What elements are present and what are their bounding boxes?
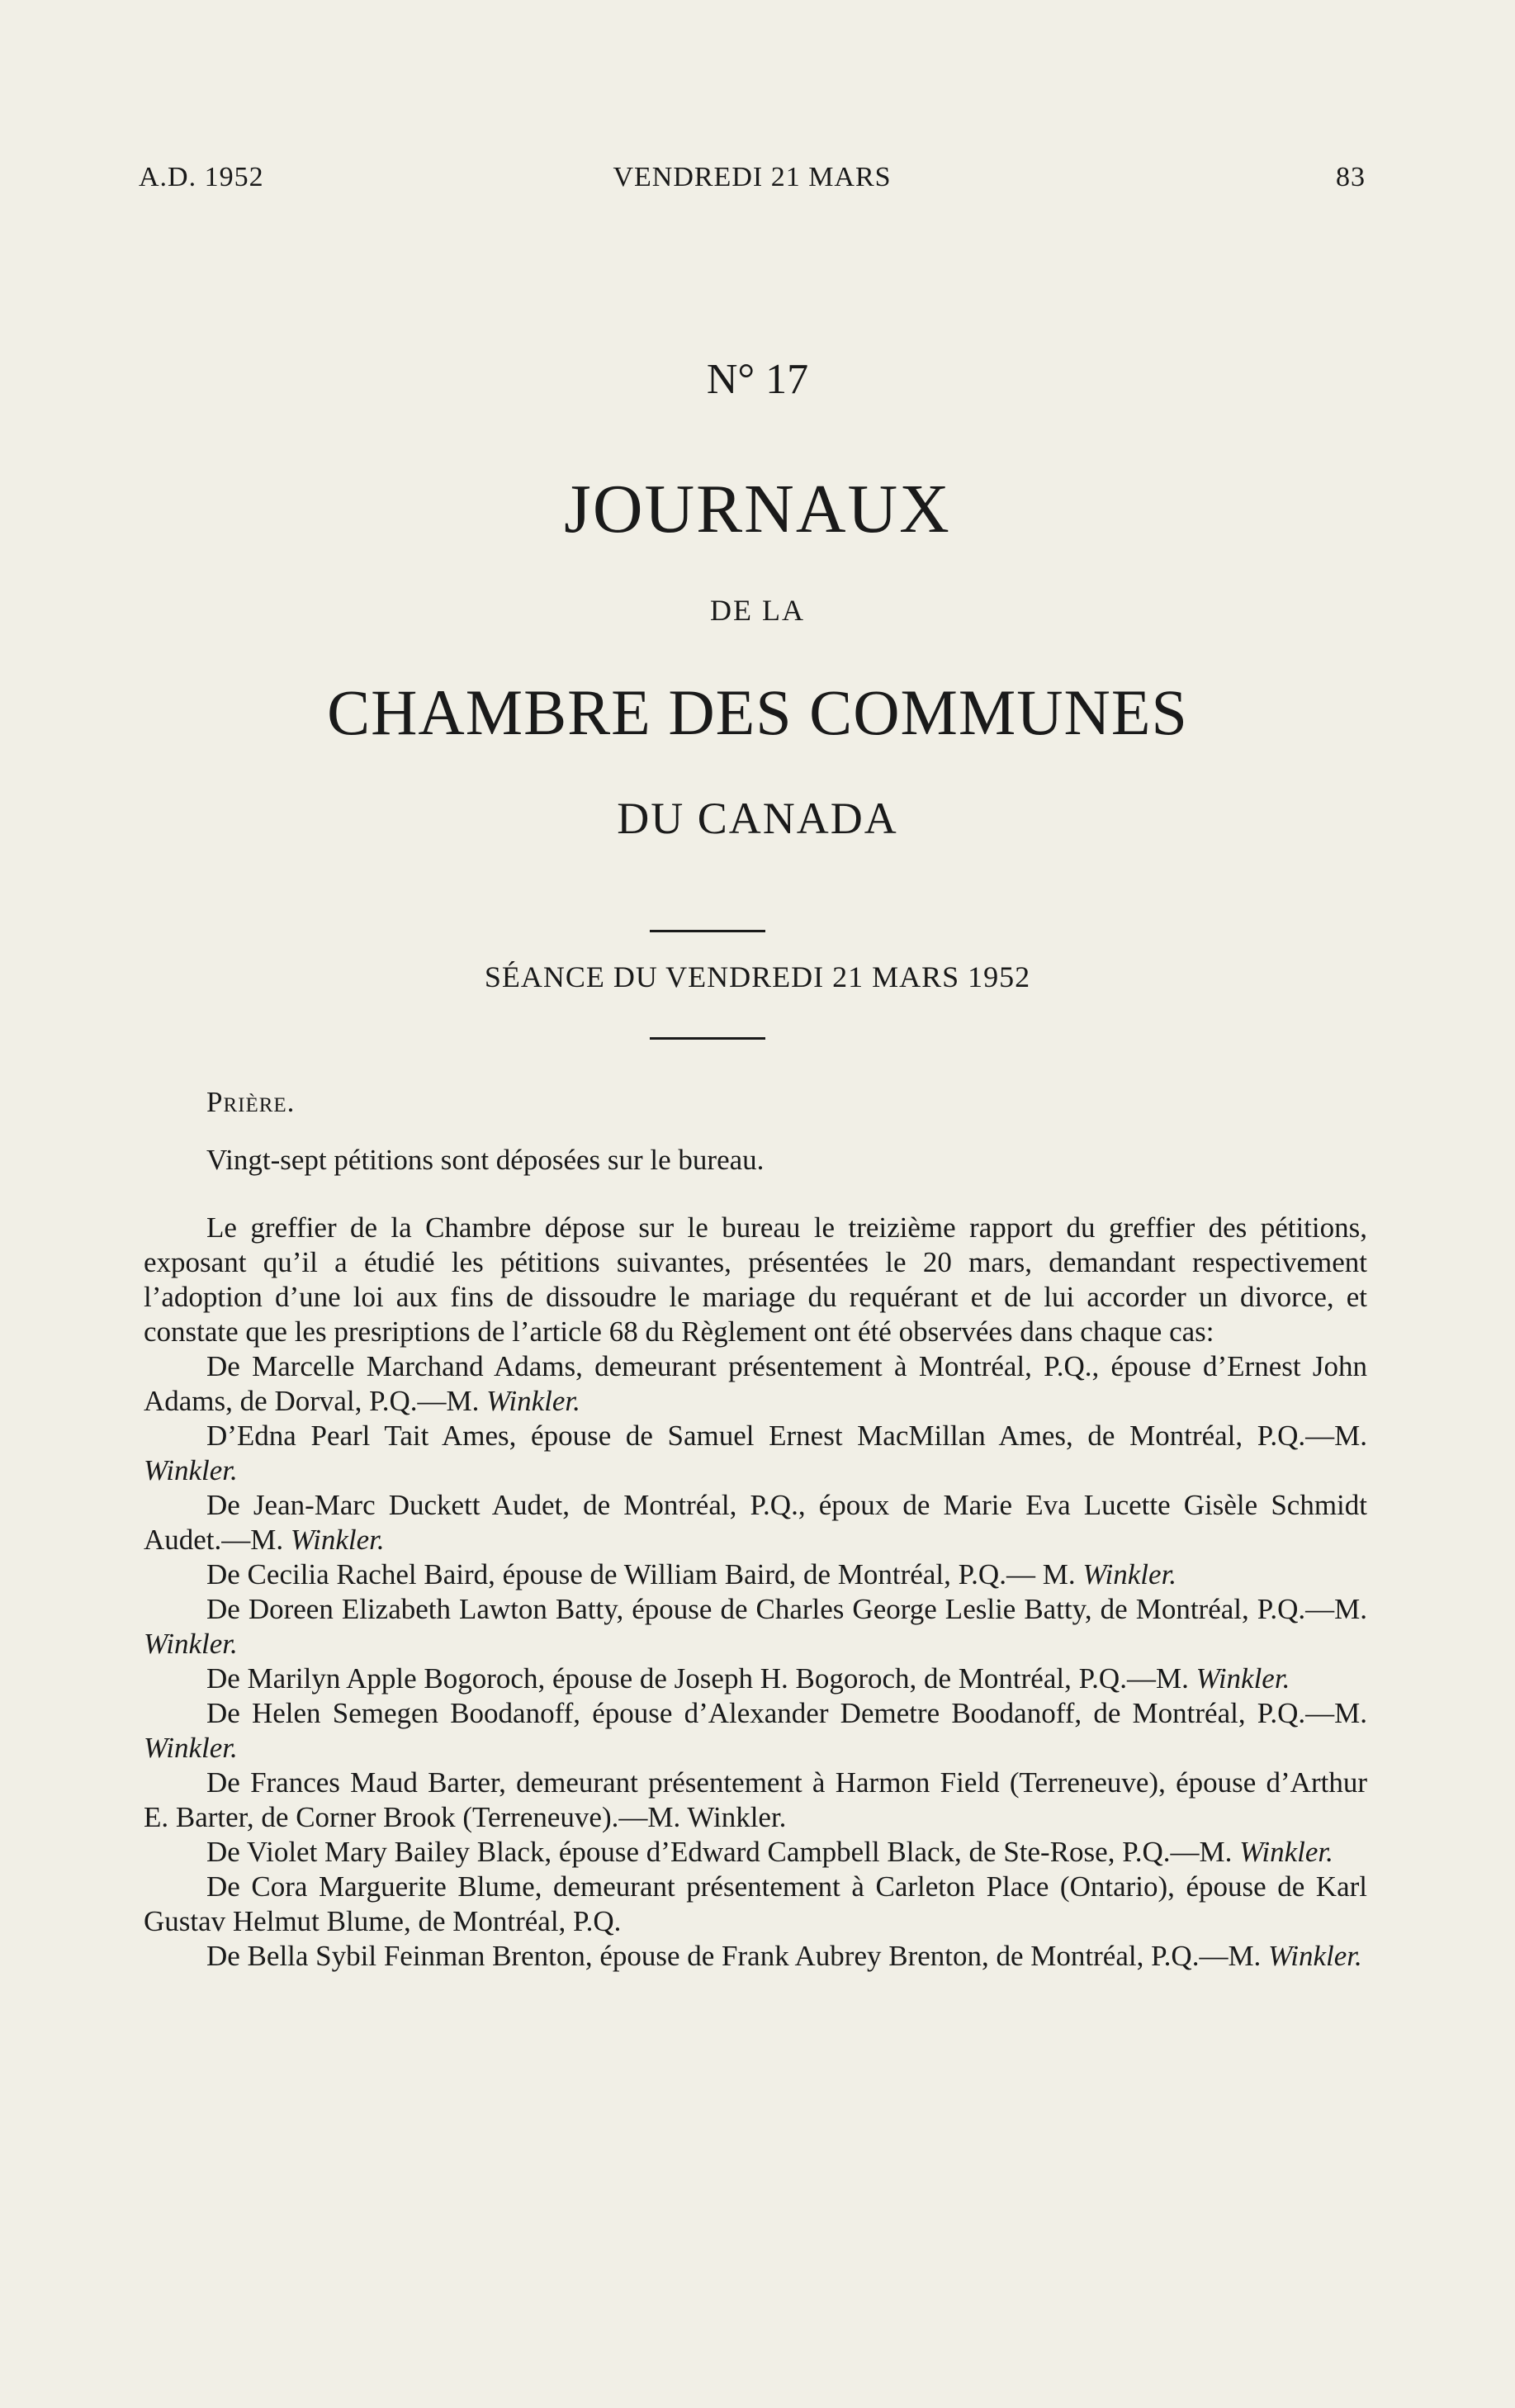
- petition-text: D’Edna Pearl Tait Ames, épouse de Samuel Ernest MacMillan Ames, de Montréal, P.Q.—M.: [206, 1420, 1367, 1452]
- petition-text: De Cecilia Rachel Baird, épouse de William Baird, de Montréal, P.Q.— M.: [206, 1558, 1083, 1590]
- running-head-year: A.D. 1952: [139, 162, 264, 192]
- priere-paragraph: Prière.: [206, 1086, 296, 1118]
- petition-item: [144, 1419, 1367, 1488]
- title-chambre: CHAMBRE DES COMMUNES: [327, 676, 1188, 748]
- petition-item: [144, 1835, 1367, 1870]
- petition-text: De Bella Sybil Feinman Brenton, épouse de Frank Aubrey Brenton, de Montréal, P.Q.—M.: [206, 1940, 1269, 1972]
- petition-item: [144, 1488, 1367, 1557]
- title-canada: DU CANADA: [617, 794, 898, 843]
- report-paragraph: Le greffier de la Chambre dépose sur le bureau le treizième rapport du greffier des pétitions, exposant qu’il a étudié les pétitions suivantes, présentées le 20 mars, demandant respectivement l’adoption d’une loi aux fins de dissoudre le mariage du requérant et de lui accorder un divorce, et constate que les presriptions de l’article 68 du Règlement ont été observées dans chaque cas:: [144, 1211, 1367, 1348]
- session-heading: SÉANCE DU VENDREDI 21 MARS 1952: [484, 960, 1031, 993]
- petition-text: De Doreen Elizabeth Lawton Batty, épouse de Charles George Leslie Batty, de Montréal, P.Q.—M.: [206, 1593, 1367, 1625]
- member-name: Winkler.: [290, 1524, 385, 1556]
- member-name: Winkler.: [144, 1732, 238, 1764]
- title-de-la: DE LA: [710, 594, 805, 627]
- member-name: Winkler.: [144, 1628, 238, 1660]
- petition-text: De Helen Semegen Boodanoff, épouse d’Alexander Demetre Boodanoff, de Montréal, P.Q.—M.: [206, 1697, 1367, 1729]
- member-name: Winkler.: [1268, 1940, 1362, 1972]
- page-number: 83: [1336, 162, 1366, 192]
- petition-item: [144, 1661, 1367, 1696]
- petition-item: [144, 1766, 1367, 1835]
- title-journaux: JOURNAUX: [564, 471, 951, 547]
- running-head-date: VENDREDI 21 MARS: [613, 162, 892, 192]
- petition-text: De Cora Marguerite Blume, demeurant présentement à Carleton Place (Ontario), épouse de Karl Gustav Helmut Blume, de Montréal, P.Q.: [144, 1870, 1367, 1937]
- petition-text: De Jean-Marc Duckett Audet, de Montréal, P.Q., époux de Marie Eva Lucette Gisèle Schmidt Audet.—M.: [144, 1489, 1367, 1556]
- member-name: Winkler.: [1195, 1662, 1290, 1695]
- divider-top: [650, 930, 765, 932]
- issue-number: N° 17: [706, 356, 809, 403]
- petition-text: De Frances Maud Barter, demeurant présentement à Harmon Field (Terreneuve), épouse d’Arthur E. Barter, de Corner Brook (Terreneuve).—M. Winkler.: [144, 1766, 1367, 1833]
- petition-text: De Marilyn Apple Bogoroch, épouse de Joseph H. Bogoroch, de Montréal, P.Q.—M.: [206, 1662, 1196, 1695]
- divider-bottom: [650, 1037, 765, 1040]
- running-head: [139, 162, 1366, 198]
- petitions-deposited-paragraph: Vingt-sept pétitions sont déposées sur le bureau.: [206, 1144, 765, 1176]
- petition-item: [144, 1349, 1367, 1419]
- member-name: Winkler.: [486, 1385, 580, 1417]
- petition-item: [144, 1592, 1367, 1661]
- member-name: Winkler.: [1239, 1836, 1333, 1868]
- petition-item: [144, 1870, 1367, 1939]
- petition-text: De Violet Mary Bailey Black, épouse d’Edward Campbell Black, de Ste-Rose, P.Q.—M.: [206, 1836, 1240, 1868]
- member-name: Winkler.: [1082, 1558, 1177, 1590]
- journal-body: [144, 1085, 1367, 1974]
- member-name: Winkler.: [144, 1454, 238, 1486]
- petition-text: De Marcelle Marchand Adams, demeurant présentement à Montréal, P.Q., épouse d’Ernest John Adams, de Dorval, P.Q.—M.: [144, 1350, 1367, 1417]
- petition-item: [144, 1939, 1367, 1974]
- petition-item: [144, 1557, 1367, 1592]
- petition-item: [144, 1696, 1367, 1766]
